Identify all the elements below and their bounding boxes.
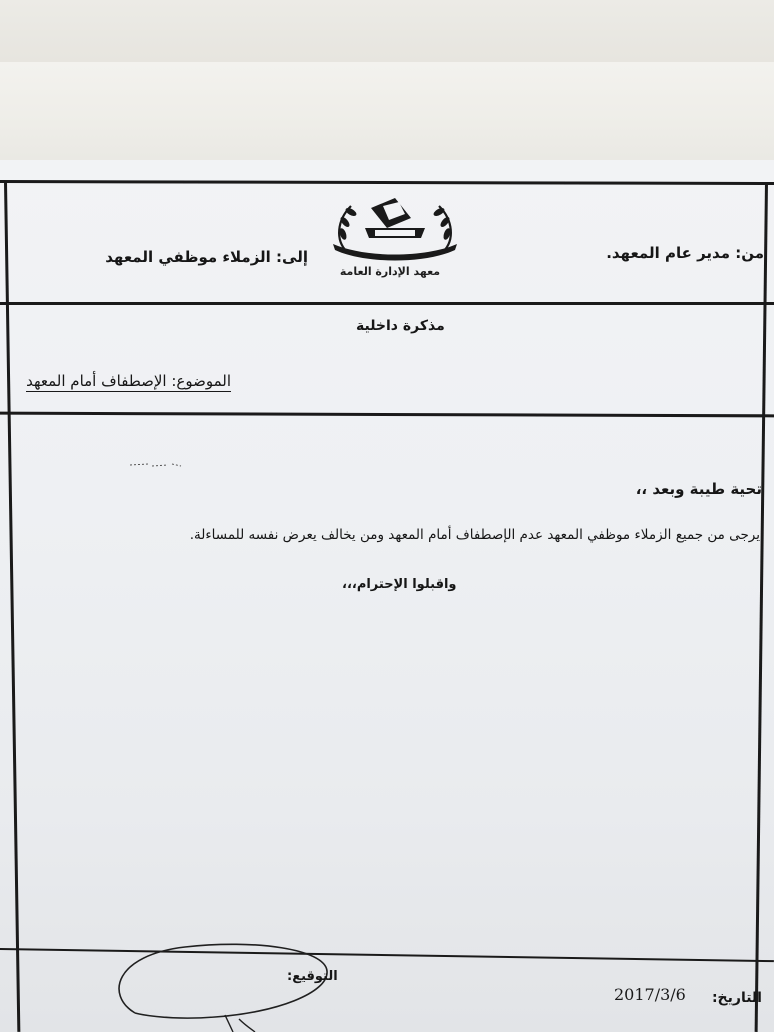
date-value: 2017/3/6 (614, 985, 686, 1004)
memo-paper (0, 160, 774, 1032)
logo-caption: معهد الإدارة العامة (339, 265, 441, 278)
recipient-line: إلى: الزملاء موظفي المعهد (105, 248, 308, 266)
signature-label: التوقيع: (287, 969, 338, 984)
memo-body-text: يرجى من جميع الزملاء موظفي المعهد عدم الإصطفاف أمام المعهد ومن يخالف يعرض نفسه للمساءلة. (189, 527, 760, 543)
date-label: التاريخ: (711, 990, 762, 1006)
greeting-line: تحية طيبة وبعد ،، (635, 480, 762, 498)
closing-line: واقبلوا الإحترام،،، (342, 577, 457, 592)
header-divider-line (0, 302, 774, 305)
ink-smudge (128, 460, 183, 470)
memo-subject: الموضوع: الإصطفاف أمام المعهد (26, 372, 231, 390)
wall-background (0, 0, 774, 70)
paper-tape-strip (0, 62, 774, 168)
sender-line: من: مدير عام المعهد. (606, 244, 764, 262)
memo-title: مذكرة داخلية (356, 318, 445, 334)
